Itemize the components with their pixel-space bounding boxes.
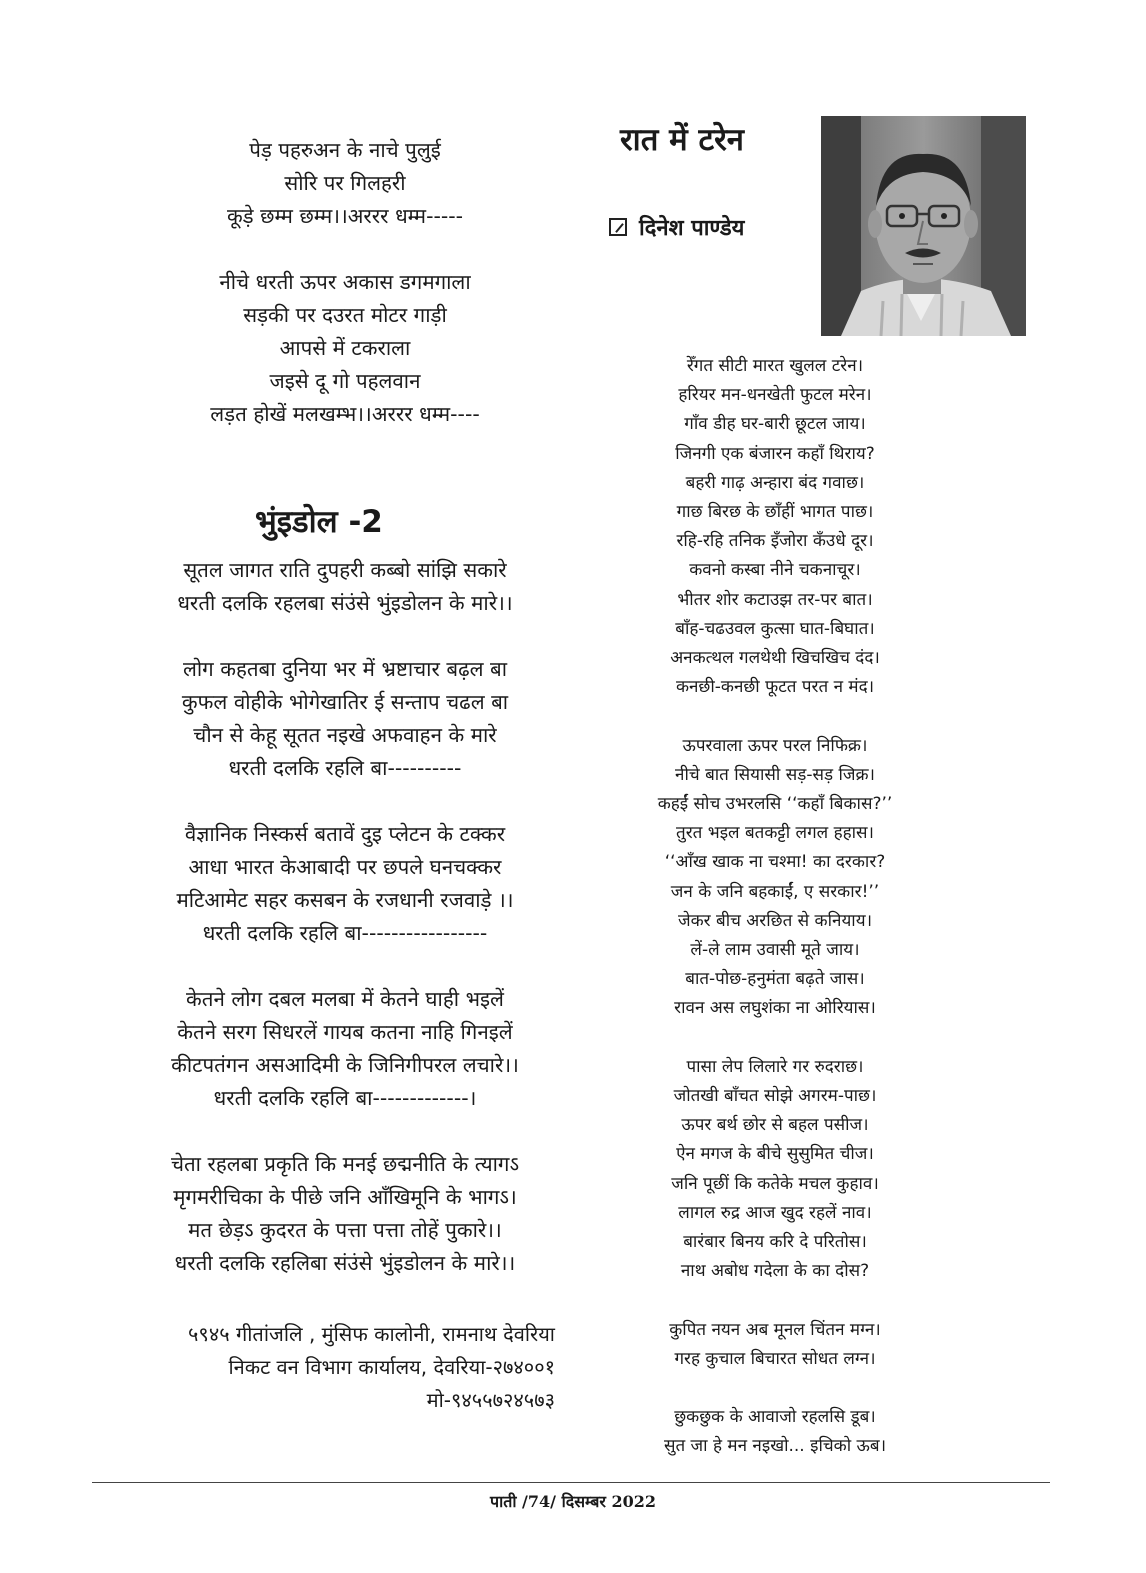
poem-line: मत छेड़ऽ कुदरत के पत्ता पत्ता तोहें पुकारे।। (188, 1218, 502, 1242)
footer-divider (92, 1482, 1050, 1483)
poem-line: बात-पोछ-हनुमंता बढ़ते जास। (685, 969, 865, 990)
poem-line: गाछ बिरछ के छाँहीं भागत पाछ। (676, 502, 874, 523)
poem-line: कहईं सोच उभरलसि ‘‘कहाँ बिकास?’’ (657, 794, 893, 815)
author-portrait-icon (821, 116, 1026, 336)
main-poem (590, 352, 960, 1462)
poem-line: धरती दलकि रहलि बा---------- (228, 756, 462, 780)
poem-line: पासा लेप लिलारे गर रुदराछ। (686, 1056, 864, 1077)
poem-line: ऐन मगज के बीचे सुसुमित चीज। (676, 1144, 874, 1165)
poem-line: ऊपरवाला ऊपर परल निफिक्र। (682, 735, 868, 756)
poem-line: जइसे दू गो पहलवान (269, 369, 421, 393)
address-line: निकट वन विभाग कार्यालय, देवरिया-२७४००१ (228, 1355, 555, 1379)
poem-line: बारंबार बिनय करि दे परितोस। (683, 1232, 867, 1253)
poem-line: सूतल जागत राति दुपहरी कब्बो सांझि सकारे (183, 558, 507, 582)
stanza (110, 653, 580, 785)
poem-line: नीचे धरती ऊपर अकास डगमगाला (219, 270, 471, 294)
poem-line: लोग कहतबा दुनिया भर में भ्रष्टाचार बढ़ल बा (182, 657, 508, 681)
stanza (590, 732, 960, 1024)
poem-line: केतने सरग सिधरलें गायब कतना नाहि गिनइलें (177, 1020, 513, 1044)
poem-line: रेँगत सीटी मारत खुलल टरेन। (686, 356, 864, 376)
poem-line: मटिआमेट सहर कसबन के रजधानी रजवाड़े ।। (176, 888, 514, 912)
stanza (110, 818, 580, 950)
poem-line: जिनगी एक बंजारन कहाँ थिराय? (675, 443, 875, 464)
section2-poem (110, 554, 580, 1280)
poem-line: कीटपतंगन असआदिमी के जिनिगीपरल लचारे।। (171, 1053, 519, 1077)
poem-line: लागल रुद्र आज खुद रहलें नाव। (678, 1202, 872, 1223)
stanza (110, 983, 580, 1115)
section-title: भुंइडोल -2 (255, 504, 383, 540)
author-address (110, 1318, 555, 1417)
stanza (110, 554, 580, 620)
poem-line: जन के जनि बहकाईं, ए सरकार!’’ (670, 881, 880, 902)
poem-line: आधा भारत केआबादी पर छपले घनचक्कर (188, 855, 502, 879)
stanza (110, 266, 580, 431)
poem-line: धरती दलकि रहलिबा संउंसे भुंइडोलन के मारे।। (174, 1251, 516, 1275)
poem-line: आपसे में टकराला (279, 336, 411, 360)
poem-line: सड़की पर दउरत मोटर गाड़ी (243, 303, 447, 327)
poem-line: लें-ले लाम उवासी मूते जाय। (690, 940, 860, 961)
poem-line: धरती दलकि रहलि बा-------------। (213, 1086, 477, 1110)
poem-line: रहि-रहि तनिक इँजोरा कँउधे दूर। (676, 531, 874, 552)
poem-line: गरह कुचाल बिचारत सोधत लग्न। (674, 1348, 876, 1369)
stanza (590, 1053, 960, 1287)
poem-line: जेकर बीच अरछित से कनियाय। (677, 910, 873, 931)
poem-line: बहरी गाढ़ अन्हारा बंद गवाछ। (685, 472, 865, 493)
poem-line: लड़त होखें मलखम्भ।।अररर धम्म---- (210, 402, 480, 426)
poem-line: अनकत्थल गलथेथी खिचखिच दंद। (670, 648, 880, 669)
poem-line: नीचे बात सियासी सड़-सड़ जिक्र। (675, 764, 875, 785)
poem-line: रावन अस लघुशंका ना ओरियास। (674, 998, 876, 1019)
poem-line: बाँह-चढउवल कुत्सा घात-बिघात। (675, 618, 875, 639)
poem-line: कुफल वोहीके भोगेखातिर ई सन्ताप चढल बा (181, 690, 509, 714)
left-top-poem (110, 134, 580, 431)
stanza (590, 1403, 960, 1461)
poem-line: चेता रहलबा प्रकृति कि मनई छद्मनीति के त्यागऽ (170, 1152, 520, 1176)
poem-line: धरती दलकि रहलि बा----------------- (202, 921, 488, 945)
poem-line: जनि पूछीं कि कतेके मचल कुहाव। (671, 1173, 879, 1194)
poem-line: तुरत भइल बतकट्टी लगल हहास। (676, 823, 874, 844)
poem-line: सुत जा हे मन नइखो... इचिको ऊब। (663, 1436, 887, 1457)
poem-line: भीतर शोर कटाउझ तर-पर बात। (677, 589, 873, 610)
poem-line: नाथ अबोध गदेला के का दोस? (680, 1261, 870, 1282)
poem-line: पेड़ पहरुअन के नाचे पुलुई (249, 138, 441, 162)
address-line: मो-९४५५७२४५७३ (426, 1388, 555, 1412)
poem-line: केतने लोग दबल मलबा में केतने घाही भइलें (186, 987, 504, 1011)
poem-line: धरती दलकि रहलबा संउंसे भुंइडोलन के मारे।। (177, 591, 513, 615)
page-footer: पाती /74/ दिसम्बर 2022 (489, 1492, 657, 1511)
poem-line: सोरि पर गिलहरी (284, 171, 406, 195)
pen-box-icon (609, 218, 627, 236)
poem-line: कनछी-कनछी फूटत परत न मंद। (675, 677, 875, 698)
poem-line: ऊपर बर्थ छोर से बहल पसीज। (681, 1115, 869, 1136)
poem-line: ‘‘आँख खाक ना चश्मा! का दरकार? (664, 852, 886, 873)
stanza (110, 1148, 580, 1280)
poem-line: हरियर मन-धनखेती फुटल मरेन। (678, 385, 872, 406)
stanza (590, 352, 960, 702)
poem-line: चौन से केहू सूतत नइखे अफवाहन के मारे (193, 723, 497, 747)
poem-line: कवनो कस्बा नीने चकनाचूर। (689, 560, 861, 581)
poem-line: गाँव डीह घर-बारी छूटल जाय। (684, 414, 866, 435)
stanza (110, 134, 580, 233)
poem-line: कुपित नयन अब मूनल चिंतन मग्न। (669, 1319, 881, 1340)
author-name: दिनेश पाण्डेय (639, 216, 745, 241)
author-photo (821, 116, 1026, 336)
address-line: ५९४५ गीतांजलि , मुंसिफ कालोनी, रामनाथ देवरिया (188, 1322, 555, 1346)
poem-line: मृगमरीचिका के पीछे जनि आँखिमूनि के भागऽ। (173, 1185, 517, 1209)
poem-line: वैज्ञानिक निस्कर्स बतावें दुइ प्लेटन के टक्कर (184, 822, 506, 846)
stanza (590, 1316, 960, 1374)
poem-title: रात में टरेन (620, 122, 745, 158)
poem-line: छुकछुक के आवाजो रहलसि डूब। (674, 1407, 876, 1428)
author-byline (609, 212, 744, 242)
poem-line: कूड़े छम्म छम्म।।अररर धम्म----- (226, 204, 464, 228)
poem-line: जोतखी बाँचत सोझे अगरम-पाछ। (673, 1086, 877, 1107)
